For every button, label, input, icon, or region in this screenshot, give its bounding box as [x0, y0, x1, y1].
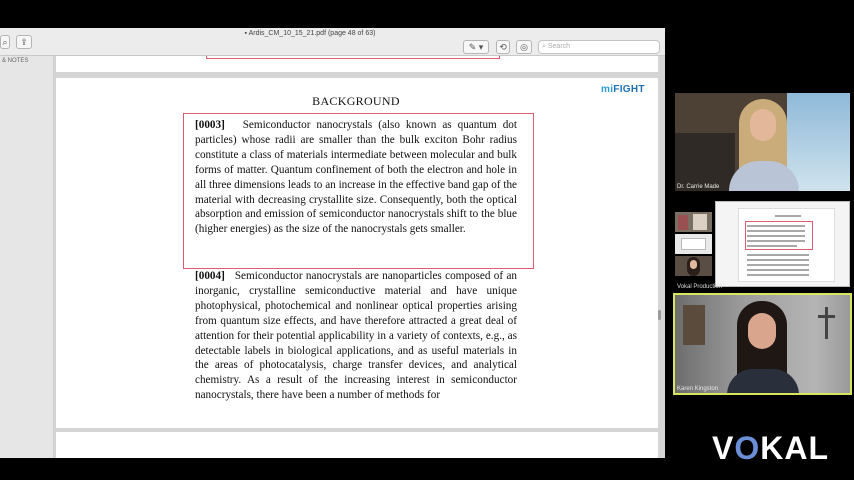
pdf-viewer-window — [0, 28, 665, 458]
paragraph-0004: [0004] Semiconductor nanocrystals are nanoparticles composed of an inorganic, crystalline semiconductive material and have unique photophysical, photochemical and nonlinear optical properties arising from quantum size effects, and have therefore attracted a great deal of attention for their potential applicability in a variety of contexts, e.g., as detectable labels in biological applications, and as useful materials in the areas of photocatalysis, charge transfer devices, and analytical chemistry. As a result of the increasing interest in semiconductor nanocrystals, there have been a number of methods for — [195, 270, 517, 402]
highlight-box-previous — [206, 56, 500, 59]
page-heading: BACKGROUND — [312, 94, 400, 108]
sidebar-label: & NOTES — [2, 58, 29, 64]
mini-tile-2[interactable] — [675, 234, 712, 254]
video-tile-carrie[interactable] — [675, 93, 850, 191]
document-icon: ▪ — [244, 30, 249, 37]
document-area[interactable] — [54, 56, 665, 458]
zoom-icon[interactable]: ⌕ — [0, 35, 10, 49]
mini-tile-1[interactable] — [675, 212, 712, 232]
annotate-icon[interactable]: ◎ — [516, 40, 532, 54]
participant-name: Vokal Production — [677, 284, 723, 290]
participant-name: Dr. Carrie Made — [677, 184, 720, 190]
thumbnail-sidebar[interactable] — [0, 56, 54, 458]
screen-share-preview[interactable] — [715, 201, 850, 287]
share-icon[interactable]: ⇪ — [16, 35, 32, 49]
paragraph-0003: [0003] Semiconductor nanocrystals (also known as quantum dot particles) whose radii are smaller than the bulk exciton Bohr radius constitute a class of materials intermediate between molecular and bulk forms of matter. Quantum confinement of both the electron and hole in all three dimensions leads to an increase in the effective band gap of the material with decreasing crystallite size. Consequently, both the optical absorption and emission of semiconductor nanocrystals shift to the blue (higher energies) as the size of the nanocrystals gets smaller. — [195, 119, 518, 236]
rotate-icon[interactable]: ⟲ — [496, 40, 510, 54]
mini-tile-3[interactable] — [675, 256, 712, 276]
viewer-toolbar — [0, 28, 665, 56]
video-tile-karen[interactable] — [673, 293, 852, 395]
pdf-page — [56, 78, 658, 428]
search-input[interactable]: ⌕ Search — [538, 40, 660, 54]
previous-page — [56, 56, 658, 72]
next-page — [56, 432, 658, 458]
vokal-logo: VOKAL — [712, 430, 829, 466]
document-title: ▪ Ardis_CM_10_15_21.pdf (page 48 of 63) — [244, 30, 376, 37]
markup-pen-icon[interactable]: ✎ ▾ — [463, 40, 489, 54]
scrollbar[interactable] — [658, 310, 661, 320]
participant-name: Karen Kingston — [677, 386, 719, 392]
mifight-logo: miFIGHT — [601, 84, 645, 95]
